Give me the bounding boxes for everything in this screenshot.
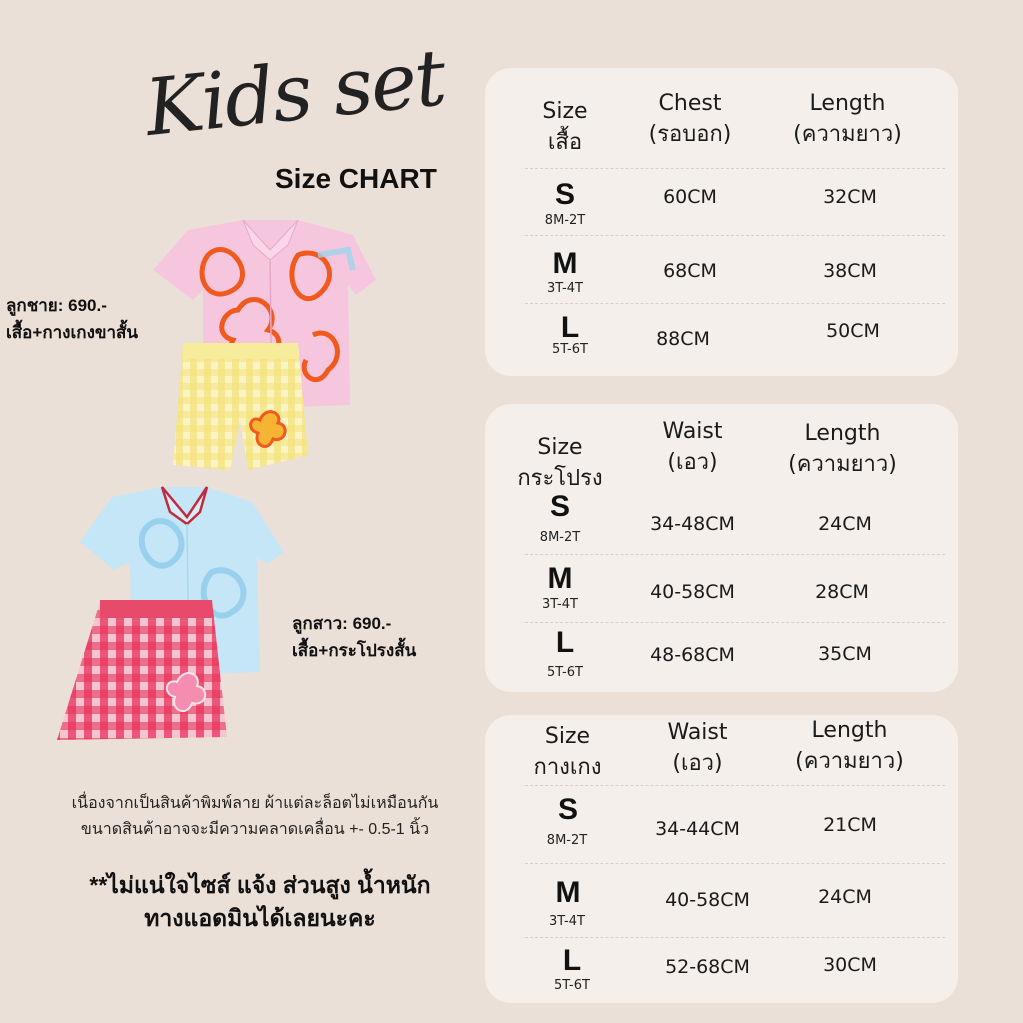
waist-s: 34-48CM: [650, 513, 735, 535]
size-header: Size เสื้อ: [542, 99, 588, 155]
age-s: 8M-2T: [546, 833, 588, 848]
length-l: 30CM: [823, 954, 877, 976]
chest-m: 68CM: [663, 260, 717, 282]
chest-s: 60CM: [663, 186, 717, 208]
length-m: 38CM: [823, 260, 877, 282]
chest-header: Chest (รอบอก): [648, 91, 732, 147]
size-header: Size กางเกง: [533, 724, 602, 780]
size-m: M: [555, 876, 581, 909]
length-l: 50CM: [826, 320, 880, 342]
waist-l: 52-68CM: [665, 956, 750, 978]
girl-outfit-image: [52, 482, 287, 747]
age-l: 5T-6T: [552, 342, 588, 357]
size-m: M: [547, 562, 573, 595]
print-note-line1: เนื่องจากเป็นสินค้าพิมพ์ลาย ผ้าแต่ละล็อตไม่เหมือนกัน: [71, 795, 439, 812]
length-header: Length (ความยาว): [793, 91, 902, 147]
waist-header: Waist (เอว): [667, 720, 728, 776]
length-s: 21CM: [823, 814, 877, 836]
age-l: 5T-6T: [547, 665, 583, 680]
print-note-line2: ขนาดสินค้าอาจจะมีความคลาดเคลื่อน +- 0.5-1 นิ้ว: [80, 821, 430, 838]
age-m: 3T-4T: [542, 597, 578, 612]
skirt-size-table: [485, 404, 958, 692]
size-s: S: [557, 793, 578, 826]
waist-header: Waist (เอว): [662, 419, 723, 475]
size-chart-subtitle: Size CHART: [275, 163, 437, 194]
length-header: Length (ความยาว): [795, 718, 904, 774]
length-s: 32CM: [823, 186, 877, 208]
kids-set-script-title: Kids set: [141, 33, 449, 154]
age-s: 8M-2T: [544, 213, 586, 228]
age-m: 3T-4T: [547, 281, 583, 296]
length-s: 24CM: [818, 513, 872, 535]
girl-description: เสื้อ+กระโปรงสั้น: [292, 641, 417, 660]
girl-price-label: [292, 610, 416, 664]
size-l: L: [555, 626, 575, 659]
age-s: 8M-2T: [539, 530, 581, 545]
shorts-size-table: [485, 715, 958, 1003]
length-header: Length (ความยาว): [788, 421, 897, 477]
contact-note-line1: **ไม่แน่ใจไซส์ แจ้ง ส่วนสูง น้ำหนัก: [89, 872, 431, 898]
length-m: 24CM: [818, 886, 872, 908]
size-header: Size กระโปรง: [517, 435, 603, 491]
boy-outfit-image: [148, 215, 378, 480]
age-m: 3T-4T: [549, 914, 585, 929]
waist-m: 40-58CM: [650, 581, 735, 603]
size-s: S: [549, 490, 570, 523]
length-l: 35CM: [818, 643, 872, 665]
chest-l: 88CM: [656, 328, 710, 350]
size-l: L: [562, 944, 582, 977]
boy-price: ลูกชาย: 690.-: [6, 296, 107, 315]
boy-description: เสื้อ+กางเกงขาสั้น: [6, 323, 139, 342]
girl-price: ลูกสาว: 690.-: [292, 614, 392, 633]
waist-l: 48-68CM: [650, 644, 735, 666]
contact-note-line2: ทางแอดมินได้เลยนะคะ: [144, 905, 376, 931]
shirt-size-table: [485, 68, 958, 376]
waist-m: 40-58CM: [665, 889, 750, 911]
size-l: L: [560, 311, 580, 344]
boy-price-label: [6, 292, 138, 346]
size-m: M: [552, 247, 578, 280]
waist-s: 34-44CM: [655, 818, 740, 840]
size-s: S: [554, 178, 575, 211]
length-m: 28CM: [815, 581, 869, 603]
age-l: 5T-6T: [554, 978, 590, 993]
